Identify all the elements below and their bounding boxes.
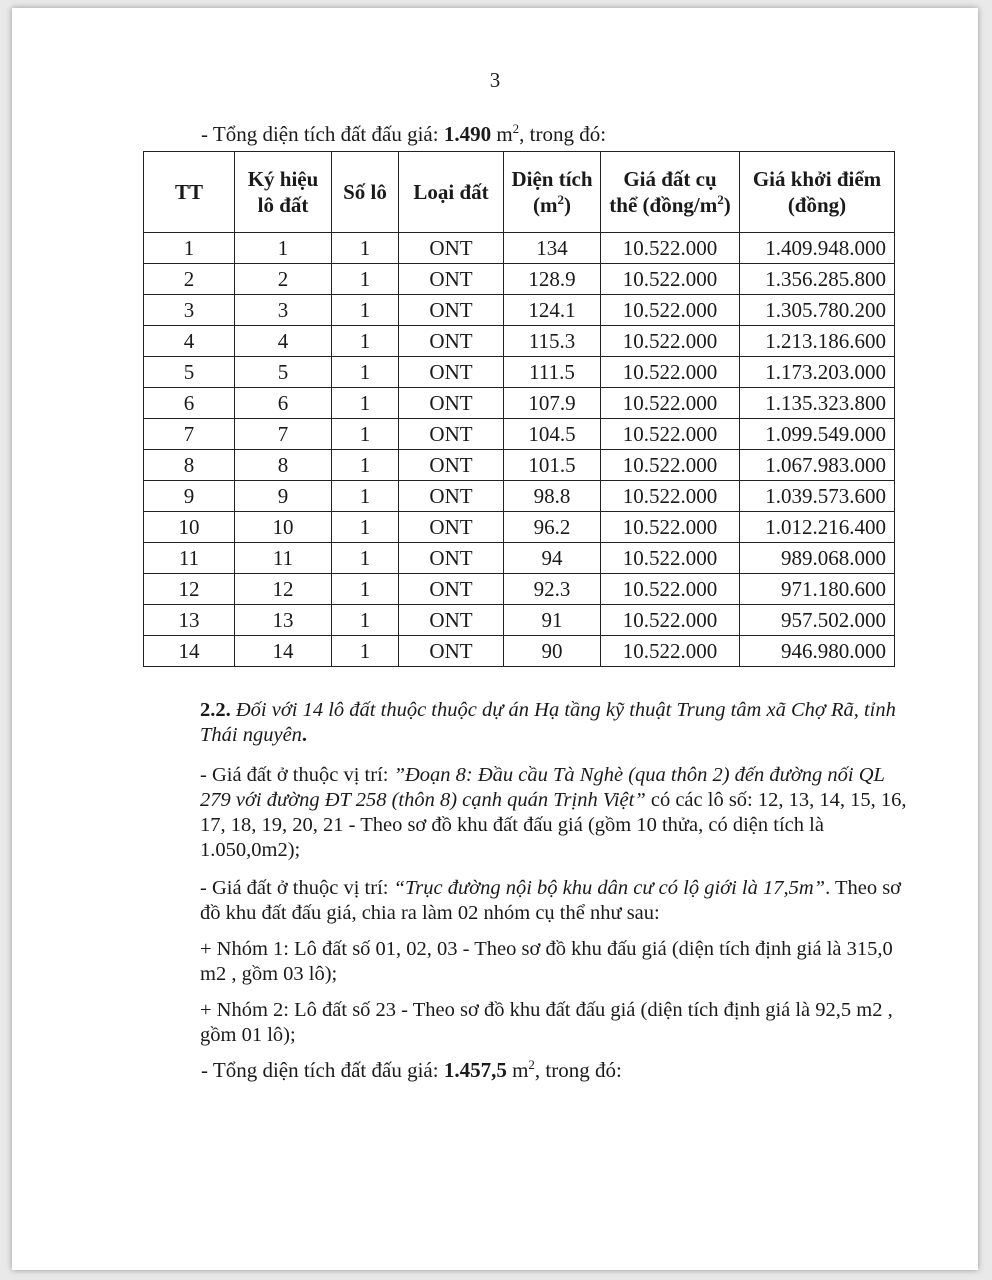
cell-so-lo: 1 [332,543,399,574]
col-so-lo: Số lô [332,152,399,233]
cell-tt: 1 [144,233,235,264]
cell-gia-dat: 10.522.000 [601,295,740,326]
cell-loai-dat: ONT [399,419,504,450]
paragraph-location-1 [142,763,912,863]
cell-gia-khoi-diem: 1.012.216.400 [740,512,895,543]
paragraph-group-1 [142,937,912,987]
cell-gia-khoi-diem: 1.305.780.200 [740,295,895,326]
cell-ky-hieu: 4 [235,326,332,357]
cell-gia-khoi-diem: 1.135.323.800 [740,388,895,419]
total-area-value: 1.490 [443,122,492,146]
cell-dien-tich: 111.5 [504,357,601,388]
col-tt: TT [144,152,235,233]
cell-loai-dat: ONT [399,636,504,667]
cell-gia-khoi-diem: 1.213.186.600 [740,326,895,357]
col-gia-dat-text: Giá đất cụ thể (đồng/m [609,167,718,217]
cell-loai-dat: ONT [399,233,504,264]
cell-so-lo: 1 [332,605,399,636]
cell-tt: 12 [144,574,235,605]
cell-dien-tich: 115.3 [504,326,601,357]
table-row [144,481,895,512]
cell-loai-dat: ONT [399,326,504,357]
section-title-end: . [301,724,308,746]
paragraph-location-2 [142,876,912,926]
cell-so-lo: 1 [332,574,399,605]
cell-so-lo: 1 [332,388,399,419]
cell-dien-tich: 124.1 [504,295,601,326]
table-header-row [144,152,895,233]
col-ky-hieu: Ký hiệu lô đất [235,152,332,233]
cell-dien-tich: 134 [504,233,601,264]
total-area-label: - Tổng diện tích đất đấu giá: [201,122,444,146]
total-area-2-unit: m [506,1058,529,1082]
cell-tt: 8 [144,450,235,481]
para1-location: ”Đoạn 8: Đầu cầu Tà Nghè (qua thôn 2) đến đường nối QL 279 với đường ĐT 258 (thôn 8) cạnh quán Trịnh Việt” [200,764,885,811]
land-plot-table [143,151,895,667]
cell-gia-dat: 10.522.000 [601,450,740,481]
cell-gia-khoi-diem: 1.099.549.000 [740,419,895,450]
col-gia-dat-sup: 2 [717,192,724,207]
cell-tt: 7 [144,419,235,450]
cell-tt: 14 [144,636,235,667]
cell-tt: 11 [144,543,235,574]
cell-gia-khoi-diem: 1.173.203.000 [740,357,895,388]
cell-ky-hieu: 3 [235,295,332,326]
para2-location: “Trục đường nội bộ khu dân cư có lộ giới là 17,5m” [393,877,826,899]
cell-gia-khoi-diem: 946.980.000 [740,636,895,667]
group2-text: + Nhóm 2: Lô đất số 23 - Theo sơ đồ khu đất đấu giá (diện tích định giá là 92,5 m2 , gồm 01 lô); [200,999,893,1046]
cell-gia-khoi-diem: 1.356.285.800 [740,264,895,295]
group1-text: + Nhóm 1: Lô đất số 01, 02, 03 - Theo sơ đồ khu đấu giá (diện tích định giá là 315,0 m2 , gồm 03 lô); [200,938,893,985]
page-number: 3 [489,68,501,92]
cell-tt: 10 [144,512,235,543]
cell-dien-tich: 91 [504,605,601,636]
cell-dien-tich: 92.3 [504,574,601,605]
cell-dien-tich: 101.5 [504,450,601,481]
cell-ky-hieu: 14 [235,636,332,667]
cell-gia-dat: 10.522.000 [601,357,740,388]
cell-loai-dat: ONT [399,357,504,388]
cell-gia-dat: 10.522.000 [601,512,740,543]
total-area-2-label: - Tổng diện tích đất đấu giá: [201,1058,444,1082]
cell-gia-dat: 10.522.000 [601,264,740,295]
cell-ky-hieu: 12 [235,574,332,605]
cell-dien-tich: 96.2 [504,512,601,543]
cell-tt: 2 [144,264,235,295]
cell-gia-khoi-diem: 971.180.600 [740,574,895,605]
cell-loai-dat: ONT [399,605,504,636]
cell-gia-khoi-diem: 957.502.000 [740,605,895,636]
cell-gia-dat: 10.522.000 [601,543,740,574]
cell-so-lo: 1 [332,450,399,481]
col-dien-tich-close: ) [564,193,571,217]
table-row [144,357,895,388]
col-dien-tich-sup: 2 [557,192,564,207]
cell-dien-tich: 98.8 [504,481,601,512]
cell-so-lo: 1 [332,233,399,264]
cell-so-lo: 1 [332,326,399,357]
total-area-2-unit-sup: 2 [528,1057,535,1072]
cell-ky-hieu: 6 [235,388,332,419]
cell-gia-khoi-diem: 1.039.573.600 [740,481,895,512]
cell-ky-hieu: 10 [235,512,332,543]
table-row [144,512,895,543]
paragraph-group-2 [142,998,912,1048]
table-row [144,326,895,357]
table-row [144,574,895,605]
total-area-2-value: 1.457,5 [443,1058,507,1082]
cell-gia-dat: 10.522.000 [601,605,740,636]
table-row [144,419,895,450]
cell-tt: 3 [144,295,235,326]
cell-so-lo: 1 [332,481,399,512]
document-page [12,8,978,1270]
para2-prefix: - Giá đất ở thuộc vị trí: [200,877,394,899]
cell-so-lo: 1 [332,295,399,326]
cell-so-lo: 1 [332,419,399,450]
total-area-unit: m [491,122,513,146]
cell-dien-tich: 128.9 [504,264,601,295]
cell-gia-khoi-diem: 989.068.000 [740,543,895,574]
col-dien-tich [504,152,601,233]
table-row [144,264,895,295]
cell-gia-khoi-diem: 1.067.983.000 [740,450,895,481]
cell-ky-hieu: 13 [235,605,332,636]
cell-gia-dat: 10.522.000 [601,574,740,605]
cell-loai-dat: ONT [399,543,504,574]
table-row [144,543,895,574]
cell-loai-dat: ONT [399,574,504,605]
cell-gia-dat: 10.522.000 [601,388,740,419]
section-number: 2.2. [200,699,231,721]
cell-ky-hieu: 9 [235,481,332,512]
cell-tt: 4 [144,326,235,357]
cell-ky-hieu: 1 [235,233,332,264]
cell-tt: 9 [144,481,235,512]
cell-so-lo: 1 [332,636,399,667]
cell-tt: 13 [144,605,235,636]
cell-gia-dat: 10.522.000 [601,326,740,357]
total-area-suffix: , trong đó: [519,122,607,146]
cell-dien-tich: 94 [504,543,601,574]
cell-dien-tich: 104.5 [504,419,601,450]
table-row [144,605,895,636]
cell-loai-dat: ONT [399,450,504,481]
col-gia-dat [601,152,740,233]
cell-ky-hieu: 11 [235,543,332,574]
cell-tt: 6 [144,388,235,419]
cell-so-lo: 1 [332,357,399,388]
para2-rest: . Theo sơ đồ khu đất đấu giá, chia ra làm 02 nhóm cụ thể như sau: [200,877,902,924]
total-area-line-1 [201,121,606,147]
cell-gia-khoi-diem: 1.409.948.000 [740,233,895,264]
col-gia-dat-close: ) [723,193,731,217]
cell-loai-dat: ONT [399,264,504,295]
table-row [144,636,895,667]
cell-so-lo: 1 [332,512,399,543]
cell-ky-hieu: 7 [235,419,332,450]
col-gia-khoi-diem: Giá khởi điểm (đồng) [740,152,895,233]
cell-ky-hieu: 8 [235,450,332,481]
total-area-line-2 [201,1057,622,1083]
cell-loai-dat: ONT [399,512,504,543]
cell-gia-dat: 10.522.000 [601,636,740,667]
total-area-2-suffix: , trong đó: [534,1058,622,1082]
cell-dien-tich: 90 [504,636,601,667]
cell-dien-tich: 107.9 [504,388,601,419]
cell-ky-hieu: 2 [235,264,332,295]
section-2-2-heading [142,698,912,748]
cell-gia-dat: 10.522.000 [601,419,740,450]
cell-loai-dat: ONT [399,388,504,419]
para1-prefix: - Giá đất ở thuộc vị trí: [200,764,394,786]
total-area-unit-sup: 2 [512,121,520,136]
cell-loai-dat: ONT [399,481,504,512]
table-row [144,295,895,326]
table-row [144,233,895,264]
cell-gia-dat: 10.522.000 [601,233,740,264]
cell-so-lo: 1 [332,264,399,295]
col-dien-tich-text: Diện tích (m [511,167,593,217]
table-row [144,450,895,481]
col-loai-dat: Loại đất [399,152,504,233]
cell-tt: 5 [144,357,235,388]
table-row [144,388,895,419]
section-title: Đối với 14 lô đất thuộc thuộc dự án Hạ tầng kỹ thuật Trung tâm xã Chợ Rã, tỉnh Thái nguyên [200,699,896,746]
cell-loai-dat: ONT [399,295,504,326]
para1-rest: có các lô số: 12, 13, 14, 15, 16, 17, 18, 19, 20, 21 - Theo sơ đồ khu đất đấu giá (gồm 10 thửa, có diện tích là 1.050,0m2); [200,789,907,861]
cell-gia-dat: 10.522.000 [601,481,740,512]
cell-ky-hieu: 5 [235,357,332,388]
table-body [144,233,895,667]
